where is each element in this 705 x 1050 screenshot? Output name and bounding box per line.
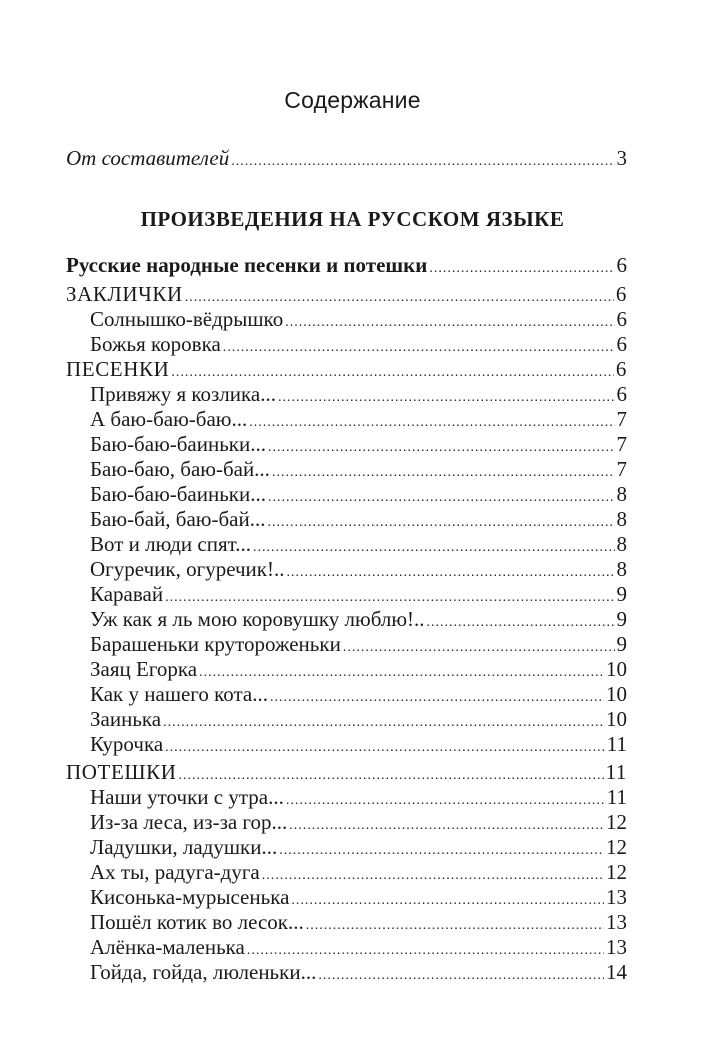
toc-page-number: 10 [606,682,627,706]
toc-item-label: Курочка [90,732,164,756]
toc-leader-dots [318,964,604,988]
toc-page-number: 9 [616,607,627,631]
toc-page-number: 10 [606,707,627,731]
toc-entry-label: От составителей [66,146,230,170]
toc-page-number: 13 [606,935,627,959]
toc-item[interactable] [90,960,627,988]
toc-item-label: Баю-баю-баиньки... [90,482,266,506]
toc-item-label: Солнышко-вёдрышко [90,307,284,331]
toc-item[interactable] [90,607,627,635]
toc-page-number: 9 [616,582,627,606]
toc-item[interactable] [90,582,627,610]
toc-page-number: 12 [606,810,627,834]
toc-entry-preface[interactable] [66,146,627,174]
toc-page-number: 9 [616,632,627,656]
toc-page-number: 6 [616,332,627,356]
toc-item[interactable] [90,482,627,510]
toc-page-number: 8 [616,507,627,531]
toc-item-label: Заяц Егорка [90,657,198,681]
toc-item-label: Ах ты, радуга-дуга [90,860,260,884]
toc-page-number: 13 [606,885,627,909]
toc-page-number: 6 [616,382,627,406]
toc-item[interactable] [90,307,627,335]
toc-item-label: Из-за леса, из-за гор... [90,810,288,834]
toc-item[interactable] [90,785,627,813]
toc-item-label: Ладушки, ладушки... [90,835,278,859]
toc-page-number: 6 [615,357,627,381]
toc-item-label: Уж как я ль мою коровушку люблю!.. [90,607,425,631]
toc-item-label: Баю-баю-баиньки... [90,432,266,456]
toc-item-label: Огуречик, огуречик!.. [90,557,285,581]
toc-item-label: Пошёл котик во лесок... [90,910,304,934]
toc-page-number: 11 [606,732,627,756]
toc-item-label: Привяжу я козлика... [90,382,276,406]
toc-group-zaklichki[interactable] [66,282,627,310]
toc-item[interactable] [90,707,627,735]
toc-entry-part[interactable] [66,253,627,281]
toc-group-label: ПЕСЕНКИ [66,357,170,381]
toc-item-label: Вот и люди спят... [90,532,251,556]
toc-item[interactable] [90,432,627,460]
toc-group-label: ПОТЕШКИ [66,760,177,784]
toc-item[interactable] [90,532,627,560]
toc-group-label: ЗАКЛИЧКИ [66,282,183,306]
toc-item[interactable] [90,860,627,888]
toc-item[interactable] [90,885,627,913]
toc-leader-dots [231,150,614,174]
toc-item[interactable] [90,810,627,838]
toc-item[interactable] [90,457,627,485]
toc-item[interactable] [90,682,627,710]
toc-item[interactable] [90,935,627,963]
toc-page-number: 6 [616,307,627,331]
toc-page-number: 13 [606,910,627,934]
page-title: Содержание [284,87,421,113]
toc-item-label: Кисонька-мурысенька [90,885,290,909]
toc-page-number: 7 [616,457,627,481]
toc-entry-label: Русские народные песенки и потешки [66,253,428,277]
toc-page-number: 7 [616,407,627,431]
toc-page-number: 10 [606,657,627,681]
toc-page-number: 12 [606,860,627,884]
toc-item[interactable] [90,507,627,535]
toc-page-number: 6 [616,253,627,277]
toc-page-number: 7 [616,432,627,456]
toc-page-number: 11 [605,760,627,784]
toc-item[interactable] [90,835,627,863]
toc-item-label: Барашеньки крутороженьки [90,632,341,656]
section-heading: ПРОИЗВЕДЕНИЯ НА РУССКОМ ЯЗЫКЕ [140,207,565,231]
toc-item-label: Баю-бай, баю-бай... [90,507,266,531]
toc-item-label: Божья коровка [90,332,221,356]
toc-group-poteshki[interactable] [66,760,627,788]
toc-item-label: Как у нашего кота... [90,682,269,706]
toc-page-number: 14 [606,960,627,984]
toc-item[interactable] [90,332,627,360]
toc-item-label: Наши уточки с утра... [90,785,284,809]
toc-item[interactable] [90,557,627,585]
toc-page-number: 11 [606,785,627,809]
toc-page-number: 8 [616,557,627,581]
toc-page-number: 8 [616,482,627,506]
toc-page-number: 8 [616,532,627,556]
toc-page-number: 3 [616,146,627,170]
toc-page-number: 6 [615,282,627,306]
toc-item[interactable] [90,382,627,410]
toc-item-label: А баю-баю-баю... [90,407,248,431]
toc-item-label: Баю-баю, баю-бай... [90,457,270,481]
toc-leader-dots [165,736,605,760]
toc-item[interactable] [90,732,627,760]
toc-item[interactable] [90,910,627,938]
toc-group-pesenki[interactable] [66,357,627,385]
toc-item[interactable] [90,632,627,660]
toc-item-label: Каравай [90,582,164,606]
toc-item-label: Гойда, гойда, люленьки... [90,960,317,984]
toc-item-label: Алёнка-маленька [90,935,245,959]
toc-leader-dots [429,257,614,281]
toc-item[interactable] [90,407,627,435]
toc-page-number: 12 [606,835,627,859]
toc-item-label: Заинька [90,707,162,731]
toc-item[interactable] [90,657,627,685]
